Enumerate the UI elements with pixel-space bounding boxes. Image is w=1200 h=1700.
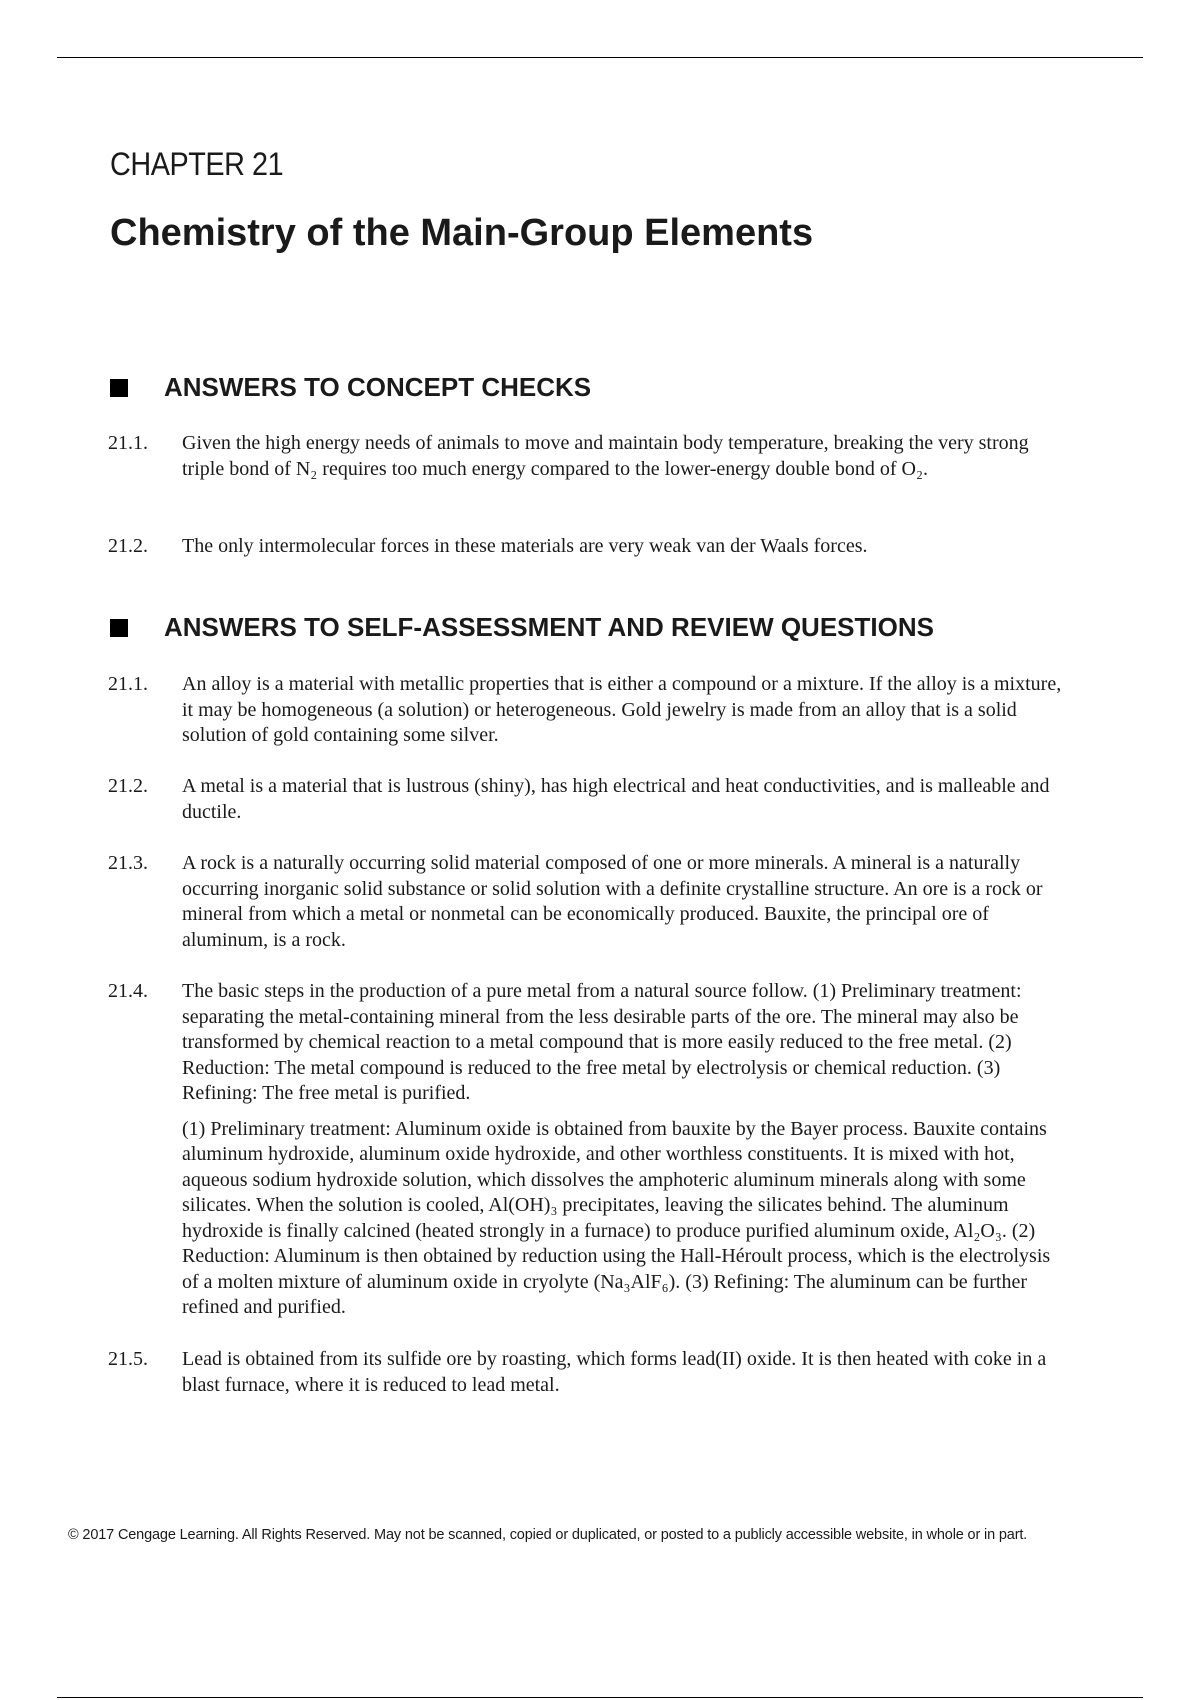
item-number: 21.1.: [108, 673, 148, 695]
item-text-continued: (1) Preliminary treatment: Aluminum oxide is obtained from bauxite by the Bayer process. Bauxite contains aluminum hydroxide, aluminum oxide hydroxide, and other worthless constituents. It is mixed with hot, aqueous sodium hydroxide solution, which dissolves the amphoteric aluminum minerals along with some silicates. When the solution is cooled, Al(OH)₃ precipitates, leaving the silicates behind. The aluminum hydroxide is finally calcined (heated strongly in a furnace) to produce purified aluminum oxide, Al₂O₃. (2) Reduction: Aluminum is then obtained by reduction using the Hall-Héroult process, which is the electrolysis of a molten mixture of aluminum oxide in cryolyte (Na₃AlF₆). (3) Refining: The aluminum can be further refined and purified.: [182, 1117, 1051, 1318]
item-number: 21.2.: [108, 535, 148, 557]
item-number: 21.1.: [108, 432, 148, 454]
item-text: Lead is obtained from its sulfide ore by roasting, which forms lead(II) oxide. It is then heated with coke in a blast furnace, where it is reduced to lead metal.: [182, 1348, 1047, 1396]
item-text: Given the high energy needs of animals to move and maintain body temperature, breaking the very strong triple bond of N₂ requires too much energy compared to the lower-energy double bond of O₂.: [182, 432, 1029, 480]
item-number: 21.3.: [108, 852, 148, 874]
chapter-title: Chemistry of the Main-Group Elements: [110, 212, 814, 254]
item-text: An alloy is a material with metallic properties that is either a compound or a mixture. If the alloy is a mixture, it may be homogeneous (a solution) or heterogeneous. Gold jewelry is made from an alloy that is a solid solution of gold containing some silver.: [182, 673, 1062, 746]
chapter-label: CHAPTER 21: [110, 146, 284, 182]
review-answer-item: [108, 851, 1068, 953]
item-text: The basic steps in the production of a pure metal from a natural source follow. (1) Preliminary treatment: separating the metal-containing mineral from the less desirable parts of the ore. The mineral may also be transformed by chemical reaction to a metal compound that is more easily reduced to the free metal. (2) Reduction: The metal compound is reduced to the free metal by electrolysis or chemical reduction. (3) Refining: The free metal is purified.: [182, 980, 1022, 1104]
section-heading-review-questions: [110, 612, 934, 643]
review-answer-item: [108, 774, 1068, 825]
item-number: 21.4.: [108, 980, 148, 1002]
copyright-footer: © 2017 Cengage Learning. All Rights Reserved. May not be scanned, copied or duplicated, or posted to a publicly accessible website, in whole or in part.: [68, 1527, 1028, 1543]
review-answer-item: [108, 672, 1068, 749]
concept-check-item: [108, 534, 1068, 560]
top-rule: [57, 57, 1143, 58]
bottom-rule: [57, 1697, 1143, 1698]
section-heading-text: ANSWERS TO CONCEPT CHECKS: [164, 372, 592, 402]
square-bullet-icon: [110, 379, 128, 397]
item-number: 21.2.: [108, 775, 148, 797]
item-number: 21.5.: [108, 1348, 148, 1370]
item-text: The only intermolecular forces in these materials are very weak van der Waals forces.: [182, 535, 868, 557]
section-heading-text: ANSWERS TO SELF-ASSESSMENT AND REVIEW QUESTIONS: [164, 612, 934, 642]
review-answer-item: [108, 1347, 1068, 1398]
concept-check-item: [108, 431, 1068, 482]
section-heading-concept-checks: [110, 372, 591, 403]
review-answer-item: [108, 979, 1068, 1321]
item-text: A metal is a material that is lustrous (shiny), has high electrical and heat conductivities, and is malleable and ductile.: [182, 775, 1050, 823]
square-bullet-icon: [110, 619, 128, 637]
item-text: A rock is a naturally occurring solid material composed of one or more minerals. A mineral is a naturally occurring inorganic solid substance or solid solution with a definite crystalline structure. An ore is a rock or mineral from which a metal or nonmetal can be economically produced. Bauxite, the principal ore of aluminum, is a rock.: [182, 852, 1043, 951]
